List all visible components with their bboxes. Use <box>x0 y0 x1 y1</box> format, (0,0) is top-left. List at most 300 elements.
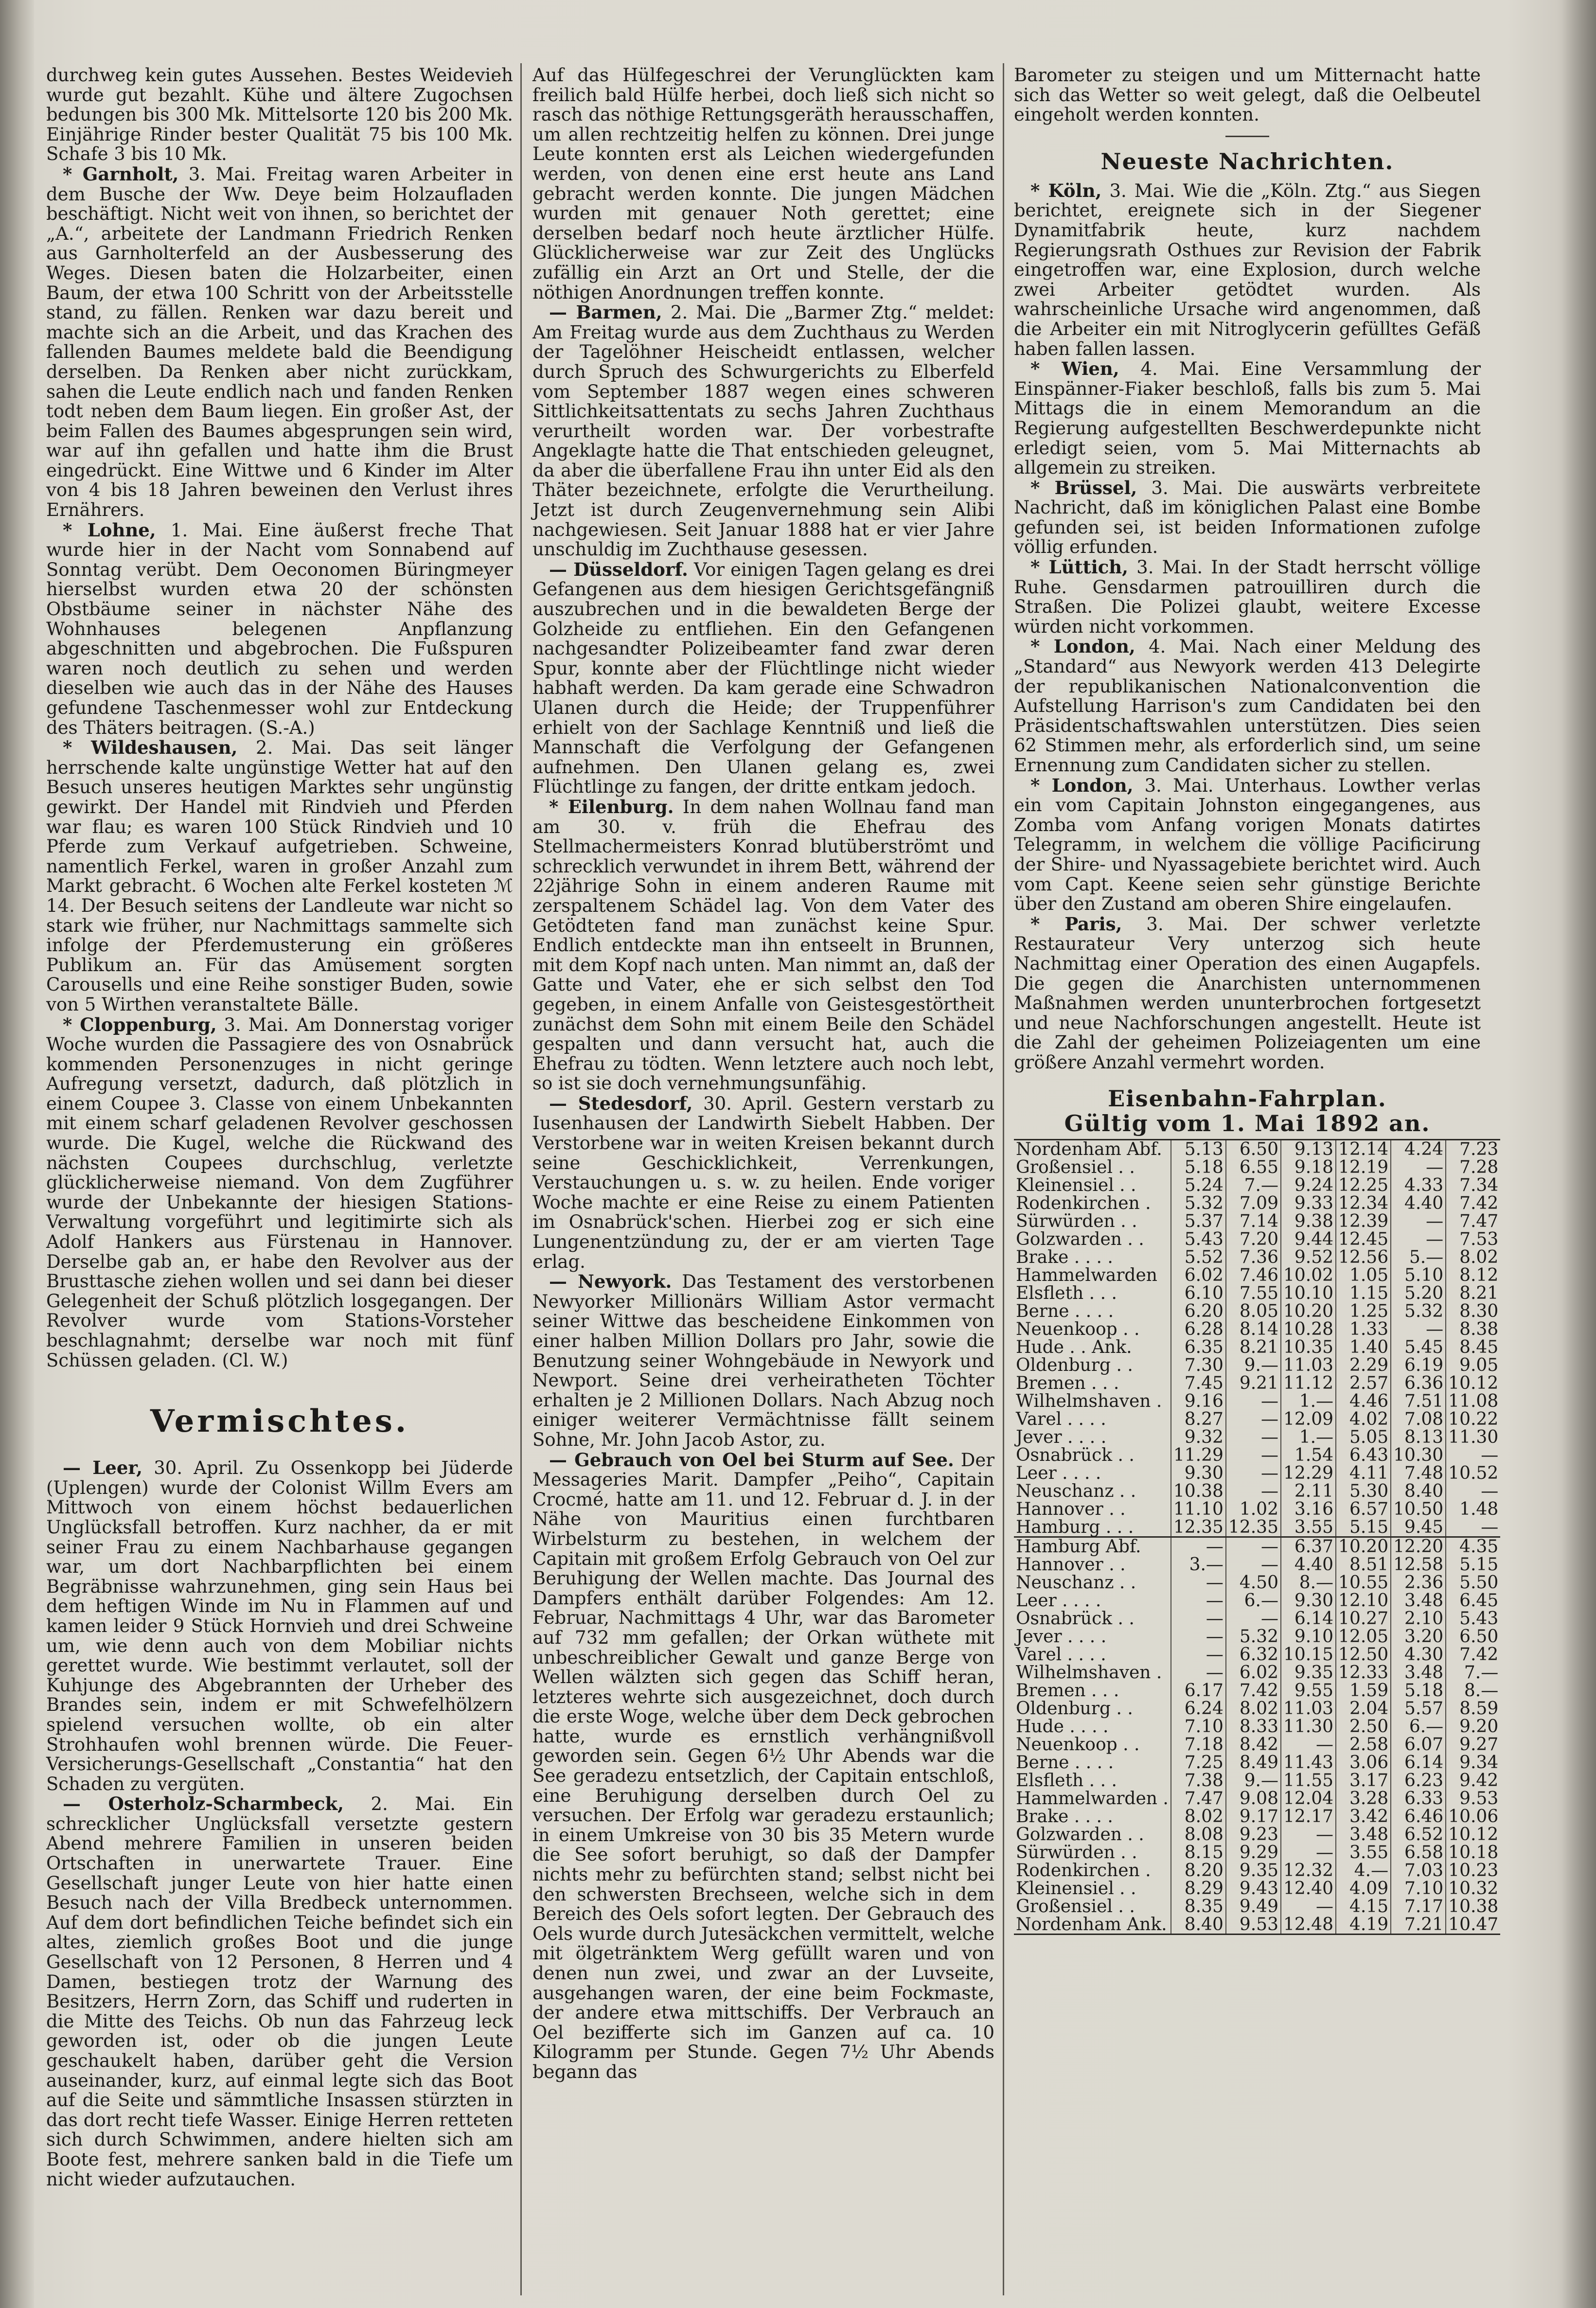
article-text: 3. Mai. Unterhaus. Lowther verlas ein vom Capitain Johnston eingegangenes, aus Zomba vom Anfang vorigen Monats datirtes Telegramm, in welchem die völlige Pacificirung der Shire- und Nyassagebiete berichtet wird. Auch vom Capt. Keene seien sehr günstige Berichte über den Zustand am oberen Shire eingelaufen. <box>1014 775 1481 915</box>
timetable-time: 12.29 <box>1281 1464 1336 1482</box>
column-1-articles <box>46 66 513 1370</box>
article-paragraph <box>46 1458 513 1794</box>
timetable-row <box>1014 1628 1500 1646</box>
article-paragraph <box>1014 478 1481 557</box>
article-dateline: * Garnholt, <box>63 163 179 185</box>
timetable-time: 4.33 <box>1391 1176 1446 1194</box>
timetable-time: — <box>1391 1230 1446 1248</box>
timetable-time: 10.20 <box>1281 1302 1336 1320</box>
timetable-row <box>1014 1718 1500 1736</box>
timetable-row <box>1014 1446 1500 1464</box>
timetable-time: 5.18 <box>1171 1158 1226 1176</box>
timetable-time: 9.34 <box>1446 1754 1500 1772</box>
timetable-time: 8.29 <box>1171 1880 1226 1898</box>
timetable-time: 8.35 <box>1171 1898 1226 1916</box>
timetable-row <box>1014 1320 1500 1338</box>
timetable-time: 6.02 <box>1226 1664 1281 1682</box>
timetable-time: 1.— <box>1281 1392 1336 1410</box>
timetable-time: 10.52 <box>1446 1464 1500 1482</box>
timetable-row <box>1014 1880 1500 1898</box>
timetable-time: 12.45 <box>1336 1230 1391 1248</box>
timetable-row <box>1014 1592 1500 1610</box>
timetable-row <box>1014 1808 1500 1826</box>
timetable-station: Wilhelmshaven . <box>1016 1391 1162 1411</box>
timetable-row <box>1014 1356 1500 1374</box>
timetable-station: Sürwürden . . <box>1016 1211 1137 1231</box>
article-paragraph <box>1014 359 1481 478</box>
timetable-time: 6.43 <box>1336 1446 1391 1464</box>
timetable-time: 8.59 <box>1446 1700 1500 1718</box>
timetable-time: 12.33 <box>1336 1664 1391 1682</box>
article-paragraph <box>1014 181 1481 359</box>
timetable-time: 11.10 <box>1171 1500 1226 1518</box>
timetable-time: 5.30 <box>1336 1482 1391 1500</box>
timetable-time: 12.56 <box>1336 1248 1391 1266</box>
timetable-time: 3.55 <box>1281 1518 1336 1537</box>
timetable-time: 9.45 <box>1391 1518 1446 1537</box>
timetable-time: 9.53 <box>1446 1790 1500 1808</box>
timetable-row <box>1014 1790 1500 1808</box>
timetable-time: — <box>1391 1320 1446 1338</box>
timetable-time: 7.51 <box>1391 1392 1446 1410</box>
timetable-station: Berne . . . . <box>1016 1301 1114 1321</box>
timetable-time: 1.48 <box>1446 1500 1500 1518</box>
timetable-time: 9.10 <box>1281 1628 1336 1646</box>
timetable-time: 10.28 <box>1281 1320 1336 1338</box>
timetable-station: Großensiel . . <box>1016 1157 1135 1177</box>
timetable-time: 8.14 <box>1226 1320 1281 1338</box>
timetable-row <box>1014 1772 1500 1790</box>
timetable-time: 7.23 <box>1446 1139 1500 1158</box>
timetable-time: 8.45 <box>1446 1338 1500 1356</box>
column-1 <box>46 66 513 2290</box>
timetable-row <box>1014 1700 1500 1718</box>
timetable-time: 9.17 <box>1226 1808 1281 1826</box>
timetable-time: — <box>1226 1392 1281 1410</box>
timetable-time: 10.38 <box>1171 1482 1226 1500</box>
timetable-time: 4.11 <box>1336 1464 1391 1482</box>
timetable-time: 9.42 <box>1446 1772 1500 1790</box>
article-dateline: * Lüttich, <box>1030 556 1129 578</box>
timetable-time: 4.— <box>1336 1862 1391 1880</box>
timetable-time: 1.05 <box>1336 1266 1391 1284</box>
timetable-row <box>1014 1862 1500 1880</box>
timetable-time: 11.30 <box>1446 1428 1500 1446</box>
timetable-time: 12.34 <box>1336 1194 1391 1212</box>
timetable-time: 7.42 <box>1446 1194 1500 1212</box>
article-dateline: * Eilenburg. <box>549 796 674 817</box>
timetable-time: 10.30 <box>1391 1446 1446 1464</box>
article-dateline: * London, <box>1030 636 1135 657</box>
timetable-row <box>1014 1176 1500 1194</box>
timetable-station: Varel . . . . <box>1016 1644 1106 1665</box>
timetable-row <box>1014 1537 1500 1556</box>
timetable-time: 3.06 <box>1336 1754 1391 1772</box>
timetable-time: 12.19 <box>1336 1158 1391 1176</box>
timetable-time: 7.30 <box>1171 1356 1226 1374</box>
timetable-station: Leer . . . . <box>1016 1590 1101 1611</box>
column-3-news-articles <box>1014 181 1481 1073</box>
timetable-station: Hude . . Ank. <box>1016 1337 1132 1357</box>
timetable-time: — <box>1446 1446 1500 1464</box>
timetable-time: 5.15 <box>1336 1518 1391 1537</box>
timetable-time: 6.45 <box>1446 1592 1500 1610</box>
timetable-time: 12.05 <box>1336 1628 1391 1646</box>
article-dateline: — Newyork. <box>549 1271 672 1293</box>
timetable-station: Oldenburg . . <box>1016 1698 1133 1719</box>
timetable-time: 9.05 <box>1446 1356 1500 1374</box>
timetable-time: 9.27 <box>1446 1736 1500 1754</box>
timetable-time: 8.02 <box>1226 1700 1281 1718</box>
timetable-time: 3.16 <box>1281 1500 1336 1518</box>
timetable-time: 6.02 <box>1171 1266 1226 1284</box>
timetable-time: 12.58 <box>1391 1556 1446 1574</box>
timetable-time: 10.38 <box>1446 1898 1500 1916</box>
timetable-time: 4.30 <box>1391 1646 1446 1664</box>
timetable-time: 1.— <box>1281 1428 1336 1446</box>
article-dateline: — Düsseldorf. <box>549 558 688 580</box>
timetable-row <box>1014 1518 1500 1537</box>
timetable-time: 5.32 <box>1226 1628 1281 1646</box>
article-paragraph <box>532 560 994 797</box>
article-paragraph <box>532 1272 994 1450</box>
column-1-vermischtes-articles <box>46 1458 513 2189</box>
article-paragraph <box>1014 914 1481 1073</box>
timetable-station: Großensiel . . <box>1016 1896 1135 1917</box>
article-dateline: * Cloppenburg, <box>63 1013 217 1035</box>
timetable-station: Neuenkoop . . <box>1016 1319 1140 1339</box>
timetable-time: 3.17 <box>1336 1772 1391 1790</box>
column-3 <box>1014 65 1499 2290</box>
article-dateline: — Osterholz-Scharmbeck, <box>63 1793 344 1815</box>
article-dateline: — Stedesdorf, <box>549 1092 693 1114</box>
timetable-time: 12.10 <box>1336 1592 1391 1610</box>
timetable-row <box>1014 1664 1500 1682</box>
timetable-time: 6.19 <box>1391 1356 1446 1374</box>
timetable-time: 11.55 <box>1281 1772 1336 1790</box>
timetable-row <box>1014 1754 1500 1772</box>
article-paragraph <box>46 1794 513 2189</box>
timetable-station: Hamburg Abf. <box>1014 1537 1171 1556</box>
timetable-time: 8.05 <box>1226 1302 1281 1320</box>
timetable-time: 7.03 <box>1391 1862 1446 1880</box>
timetable-time: 12.35 <box>1226 1518 1281 1537</box>
timetable-time: — <box>1226 1482 1281 1500</box>
timetable-row <box>1014 1464 1500 1482</box>
timetable-time: 8.02 <box>1446 1248 1500 1266</box>
timetable-time: 10.02 <box>1281 1266 1336 1284</box>
timetable-time: 7.09 <box>1226 1194 1281 1212</box>
timetable-time: 7.10 <box>1391 1880 1446 1898</box>
timetable-time: 9.30 <box>1171 1464 1226 1482</box>
timetable-time: 5.13 <box>1171 1139 1226 1158</box>
timetable-time: 1.25 <box>1336 1302 1391 1320</box>
timetable-time: 5.45 <box>1391 1338 1446 1356</box>
timetable-time: — <box>1171 1610 1226 1628</box>
timetable-time: 10.50 <box>1391 1500 1446 1518</box>
timetable-station: Jever . . . . <box>1016 1626 1107 1647</box>
timetable-row <box>1014 1500 1500 1518</box>
timetable-time: — <box>1226 1446 1281 1464</box>
timetable-time: 8.13 <box>1391 1428 1446 1446</box>
article-text: Auf das Hülfegeschrei der Verunglückten kam freilich bald Hülfe herbei, doch ließ sich nicht so rasch das nöthige Rettungsgeräth herausschaffen, um allen rechtzeitig helfen zu können. Drei junge Leute konnten erst als Leichen wiedergefunden werden, von denen eine erst heute ans Land gebracht werden konnte. Die jungen Mädchen wurden mit genauer Noth gerettet; eine derselben bedarf noch heute ärztlicher Hülfe. Glücklicherweise war zur Zeit des Unglücks zufällig ein Arzt an Ort und Stelle, der die nöthigen Anordnungen treffen konnte. <box>532 65 994 303</box>
timetable-time: 8.21 <box>1226 1338 1281 1356</box>
timetable-time: 9.49 <box>1226 1898 1281 1916</box>
article-text: 30. April. Zu Ossenkopp bei Jüderde (Uplengen) wurde der Colonist Willm Evers am Mittwoch von einem höchst bedauerlichen Unglücksfall betroffen. Kurz nachher, da er mit seiner Frau zu einem Nachbarhause gegangen war, um dort Nachbarpflichten bei einem Begräbnisse wahrzunehmen, ging sein Haus bei dem heftigen Winde im Nu in Flammen auf und kamen leider 9 Stück Hornvieh und drei Schweine um, wie denn auch von dem Mobiliar nichts gerettet wurde. Wie bestimmt verlautet, soll der Kuhjunge des Abgebrannten der Urheber des Brandes sein, indem er mit Schwefelhölzern spielend versuchen wollte, ob ein alter Strohhaufen wohl brennen würde. Die Feuer-Versicherungs-Gesellschaft „Constantia“ hat den Schaden zu vergüten. <box>46 1457 513 1794</box>
timetable-station: Elsfleth . . . <box>1016 1283 1117 1303</box>
timetable-time: 6.14 <box>1281 1610 1336 1628</box>
timetable-time: 5.37 <box>1171 1212 1226 1230</box>
timetable-station: Hude . . . . <box>1016 1716 1109 1737</box>
timetable-time: 5.57 <box>1391 1700 1446 1718</box>
article-text: 1. Mai. Eine äußerst freche That wurde hier in der Nacht vom Sonnabend auf Sonntag verübt. Dem Oeconomen Büringmeyer hierselbst wurden etwa 20 der schönsten Obstbäume seiner in nächster Nähe des Wohnhauses belegenen Anpflanzung abgeschnitten und abgebrochen. Die Fußspuren waren noch deutlich zu sehen und werden dieselben wie auch das in der Nähe des Hauses gefundene Taschenmesser wohl zur Entdeckung des Thäters beitragen. (S.-A.) <box>46 519 513 738</box>
timetable-time: 9.21 <box>1226 1374 1281 1392</box>
timetable-time: — <box>1171 1628 1226 1646</box>
timetable-row <box>1014 1482 1500 1500</box>
timetable-time: 6.55 <box>1226 1158 1281 1176</box>
timetable-time: — <box>1281 1898 1336 1916</box>
timetable-time: 4.40 <box>1281 1556 1336 1574</box>
timetable-time: 3.28 <box>1336 1790 1391 1808</box>
timetable-row <box>1014 1610 1500 1628</box>
timetable-row <box>1014 1212 1500 1230</box>
article-paragraph <box>1014 637 1481 775</box>
timetable-row <box>1014 1646 1500 1664</box>
timetable-time: 6.46 <box>1391 1808 1446 1826</box>
timetable-time: 8.20 <box>1171 1862 1226 1880</box>
timetable-time: 6.58 <box>1391 1844 1446 1862</box>
article-dateline: — Barmen, <box>549 302 662 323</box>
timetable-time: 5.24 <box>1171 1176 1226 1194</box>
timetable-time: 6.24 <box>1171 1700 1226 1718</box>
timetable-time: 2.10 <box>1391 1610 1446 1628</box>
timetable-row <box>1014 1898 1500 1916</box>
timetable-time: 7.10 <box>1171 1718 1226 1736</box>
timetable-time: 10.20 <box>1336 1537 1391 1556</box>
timetable-station: Bremen . . . <box>1016 1680 1119 1701</box>
timetable-time: 12.50 <box>1336 1646 1391 1664</box>
timetable-title: Eisenbahn-Fahrplan. <box>1108 1085 1387 1112</box>
timetable-time: — <box>1226 1537 1281 1556</box>
timetable-station: Elsfleth . . . <box>1016 1770 1117 1791</box>
article-text: 30. April. Gestern verstarb zu Iusenhausen der Landwirth Siebelt Habben. Der Verstorbene war in weiten Kreisen bekannt durch seine Geschicklichkeit, Verrenkungen, Verstauchungen u. s. w. zu heilen. Ende voriger Woche machte er eine Reise zu einem Patienten im Osnabrück'schen. Hierbei zog er sich eine Lungenentzündung zu, der er am vierten Tage erlag. <box>532 1093 994 1272</box>
timetable-time: — <box>1226 1464 1281 1482</box>
timetable-row <box>1014 1338 1500 1356</box>
timetable-station: Leer . . . . <box>1016 1463 1101 1483</box>
timetable-time: 4.15 <box>1336 1898 1391 1916</box>
timetable-time: 12.09 <box>1281 1410 1336 1428</box>
timetable-time: 10.12 <box>1446 1826 1500 1844</box>
timetable-time: 11.12 <box>1281 1374 1336 1392</box>
timetable-time: 8.12 <box>1446 1266 1500 1284</box>
timetable-time: 5.05 <box>1336 1428 1391 1446</box>
timetable-time: 3.48 <box>1391 1592 1446 1610</box>
article-paragraph <box>46 164 513 520</box>
timetable-time: 8.30 <box>1446 1302 1500 1320</box>
railway-timetable <box>1014 1085 1499 1935</box>
timetable-time: 7.47 <box>1446 1212 1500 1230</box>
timetable-time: 8.08 <box>1171 1826 1226 1844</box>
page-binding-edge <box>0 0 34 2308</box>
timetable-station: Nordenham Abf. <box>1014 1139 1171 1158</box>
timetable-station: Golzwarden . . <box>1016 1824 1144 1845</box>
timetable-time: 3.20 <box>1391 1628 1446 1646</box>
timetable-time: — <box>1171 1664 1226 1682</box>
timetable-time: 7.14 <box>1226 1212 1281 1230</box>
timetable-time: 6.57 <box>1336 1500 1391 1518</box>
timetable-time: 6.35 <box>1171 1338 1226 1356</box>
timetable-time: — <box>1171 1537 1226 1556</box>
timetable-time: 12.40 <box>1281 1880 1336 1898</box>
timetable-time: 9.23 <box>1226 1826 1281 1844</box>
article-paragraph <box>532 1094 994 1272</box>
timetable-station: Berne . . . . <box>1016 1752 1114 1773</box>
timetable-time: 12.20 <box>1391 1537 1446 1556</box>
timetable-time: — <box>1171 1646 1226 1664</box>
timetable-row <box>1014 1248 1500 1266</box>
timetable-station: Osnabrück . . <box>1016 1608 1135 1629</box>
article-paragraph <box>46 66 513 164</box>
timetable-time: 12.14 <box>1336 1139 1391 1158</box>
article-paragraph <box>532 66 994 302</box>
timetable-time: 8.— <box>1446 1682 1500 1700</box>
article-text: durchweg kein gutes Aussehen. Bestes Weidevieh wurde gut bezahlt. Kühe und ältere Zugochsen bedungen bis 300 Mk. Mittelsorte 120 bis 200 Mk. Einjährige Rinder bester Qualität 75 bis 100 Mk. Schafe 3 bis 10 Mk. <box>46 65 513 165</box>
timetable-time: 8.02 <box>1171 1808 1226 1826</box>
timetable-time: 7.18 <box>1171 1736 1226 1754</box>
timetable-row <box>1014 1556 1500 1574</box>
timetable-time: 2.36 <box>1391 1574 1446 1592</box>
article-dateline: * Brüssel, <box>1030 477 1137 498</box>
article-dateline: * Wien, <box>1030 358 1119 380</box>
article-dateline: * Köln, <box>1030 179 1102 201</box>
timetable-time: 6.28 <box>1171 1320 1226 1338</box>
timetable-time: 5.43 <box>1171 1230 1226 1248</box>
article-paragraph <box>1014 66 1481 125</box>
timetable-time: 6.07 <box>1391 1736 1446 1754</box>
timetable-time: 5.— <box>1391 1248 1446 1266</box>
timetable-subtitle: Gültig vom 1. Mai 1892 an. <box>1064 1110 1431 1136</box>
timetable-time: 9.29 <box>1226 1844 1281 1862</box>
timetable-time: 12.48 <box>1281 1916 1336 1935</box>
timetable-time: 10.15 <box>1281 1646 1336 1664</box>
timetable-time: 3.— <box>1171 1556 1226 1574</box>
article-text: 3. Mai. In der Stadt herrscht völlige Ruhe. Gensdarmen patrouilliren durch die Straßen. Die Polizei glaubt, weitere Excesse würden nicht vorkommen. <box>1014 557 1481 637</box>
timetable-time: 5.52 <box>1171 1248 1226 1266</box>
timetable-time: 9.32 <box>1171 1428 1226 1446</box>
timetable-time: 6.23 <box>1391 1772 1446 1790</box>
timetable-time: 2.57 <box>1336 1374 1391 1392</box>
timetable-time: 7.53 <box>1446 1230 1500 1248</box>
timetable-time: — <box>1281 1844 1336 1862</box>
timetable-station: Nordenham Ank. <box>1014 1916 1171 1935</box>
timetable-time: 8.40 <box>1391 1482 1446 1500</box>
timetable-station: Neuenkoop . . <box>1016 1734 1140 1755</box>
timetable-time: 8.33 <box>1226 1718 1281 1736</box>
timetable-time: 6.— <box>1226 1592 1281 1610</box>
timetable-time: 6.37 <box>1281 1537 1336 1556</box>
timetable-time: 10.32 <box>1446 1880 1500 1898</box>
timetable-time: 7.47 <box>1171 1790 1226 1808</box>
timetable-time: 8.38 <box>1446 1320 1500 1338</box>
timetable-time: 7.42 <box>1446 1646 1500 1664</box>
timetable-station: Golzwarden . . <box>1016 1229 1144 1249</box>
timetable-time: 9.35 <box>1226 1862 1281 1880</box>
timetable-time: 5.10 <box>1391 1266 1446 1284</box>
timetable-time: 9.43 <box>1226 1880 1281 1898</box>
article-text: Der Messageries Marit. Dampfer „Peiho“, Capitain Crocmé, hatte am 11. und 12. Februar d. J. in der Nähe von Mauritius einen furchtbaren Wirbelsturm zu bestehen, in welchem der Capitain mit großem Erfolg Gebrauch von Oel zur Beruhigung der Wellen machte. Das Journal des Dampfers enthält darüber Folgendes: Am 12. Februar, Nachmittags 4 Uhr, war das Barometer auf 732 mm gefallen; der Orkan wüthete mit unbeschreiblicher Gewalt und ganze Berge von Wellen wälzten sich gegen das Schiff heran, letzteres wehrte sich ausgezeichnet, doch durch die erste Woge, welche über dem Deck gebrochen hatte, wurde es ernstlich verhängnißvoll geworden sein. Gegen 6½ Uhr Abends war die See geradezu entsetzlich, der Capitain entschloß, eine Beruhigung derselben durch Oel zu versuchen. Der Erfolg war geradezu erstaunlich; in einem Umkreise von 30 bis 35 Metern wurde die See sofort beruhigt, so daß der Dampfer nichts mehr zu befürchten stand; selbst nicht bei den schwersten Brechseen, welche sich in dem Bereich des Oels sofort legten. Der Gebrauch des Oels wurde durch Jutesäckchen vermittelt, welche mit ölgetränktem Werg gefüllt waren und von denen nun zwei, und zwar an der Luvseite, ausgehangen waren, der eine beim Fockmaste, der andere etwa mittschiffs. Der Verbrauch an Oel bezifferte sich im Ganzen auf ca. 10 Kilogramm per Stunde. Gegen 7½ Uhr Abends begann das <box>532 1449 994 2082</box>
timetable-time: 2.58 <box>1336 1736 1391 1754</box>
timetable-time: 5.32 <box>1391 1302 1446 1320</box>
timetable-station: Hammelwarden . <box>1016 1788 1169 1809</box>
article-text: 3. Mai. Die auswärts verbreitete Nachricht, daß im königlichen Palast eine Bombe gefunden sei, ist beiden Informationen zufolge völlig erfunden. <box>1014 477 1481 558</box>
article-text: 3. Mai. Am Donnerstag voriger Woche wurden die Passagiere des von Osnabrück kommenden Personenzuges in nicht geringe Aufregung versetzt, dadurch, daß plötzlich in einem Coupee 3. Classe von einem Unbekannten mit einem scharf geladenen Revolver geschossen wurde. Die Kugel, welche die Rückwand des nächsten Coupees durchschlug, verletzte glücklicherweise niemand. Von dem Zugführer wurde der Unbekannte der hiesigen Stations-Verwaltung vorgeführt und legitimirte sich als Adolf Hankers aus Fürstenau in Hannover. Derselbe gab an, er habe den Revolver aus der Brusttasche ziehen wollen und sei dann bei dieser Gelegenheit der Schuß plötzlich losgegangen. Der Revolver wurde vom Stations-Vorsteher beschlagnahmt; derselbe war noch mit fünf Schüssen geladen. (Cl. W.) <box>46 1014 513 1371</box>
timetable-time: 7.— <box>1446 1664 1500 1682</box>
column-2 <box>532 66 994 2290</box>
timetable-time: 1.02 <box>1226 1500 1281 1518</box>
article-text: Das Testament des verstorbenen Newyorker Millionärs William Astor vermacht seiner Wittwe das bescheidene Einkommen von einer halben Million Dollars pro Jahr, sowie die Benutzung seiner Wohngebäude in Newyork und Newport. Seine drei verheiratheten Töchter erhalten je 2 Millionen Dollars. Nach Abzug noch einiger weiterer Vermächtnisse fällt seinem Sohne, Mr. John Jacob Astor, zu. <box>532 1271 994 1450</box>
timetable-time: 9.55 <box>1281 1682 1336 1700</box>
timetable-time: 8.42 <box>1226 1736 1281 1754</box>
timetable-time: 12.25 <box>1336 1176 1391 1194</box>
article-text: 4. Mai. Nach einer Meldung des „Standard“ aus Newyork werden 413 Delegirte der republikanischen Nationalconvention die Aufstellung Harrison's zum Candidaten bei den Präsidentschaftswahlen unterstützen. Dies seien 62 Stimmen mehr, als erforderlich sind, um seine Ernennung zum Candidaten sicher zu stellen. <box>1014 636 1481 776</box>
timetable-time: 11.03 <box>1281 1356 1336 1374</box>
article-paragraph <box>532 1450 994 2082</box>
timetable-time: 7.08 <box>1391 1410 1446 1428</box>
timetable-station: Rodenkirchen . <box>1016 1193 1151 1213</box>
timetable-time: 7.28 <box>1446 1158 1500 1176</box>
article-text: 3. Mai. Freitag waren Arbeiter in dem Busche der Ww. Deye beim Holzaufladen beschäftigt. Nicht weit von ihnen, so berichtet der „A.“, arbeitete der Landmann Friedrich Renken aus Garnholterfeld an der Ausbesserung des Weges. Diesen baten die Holzarbeiter, einen Baum, der etwa 100 Schritt von der Arbeitsstelle stand, zu fällen. Renken war dazu bereit und machte sich an die Arbeit, und das Krachen des fallenden Baumes meldete bald die Beendigung derselben. Da Renken aber nicht zurückkam, sahen die Leute endlich nach und fanden Renken todt neben dem Baum liegen. Ein großer Ast, der beim Fallen des Baumes abgesprungen sein wird, war auf ihn gefallen und hatte ihm die Brust eingedrückt. Eine Wittwe und 6 Kinder im Alter von 4 bis 18 Jahren beweinen den Verlust ihres Ernährers. <box>46 163 513 521</box>
article-dateline: — Gebrauch von Oel bei Sturm auf See. <box>549 1449 954 1471</box>
timetable-time: 1.54 <box>1281 1446 1336 1464</box>
timetable-station: Kleinensiel . . <box>1016 1878 1136 1899</box>
article-paragraph <box>46 738 513 1014</box>
timetable-time: 12.04 <box>1281 1790 1336 1808</box>
timetable-time: 2.11 <box>1281 1482 1336 1500</box>
timetable-time: — <box>1446 1518 1500 1537</box>
timetable-station: Neuschanz . . <box>1016 1572 1136 1593</box>
timetable-time: 8.51 <box>1336 1556 1391 1574</box>
timetable-time: 9.30 <box>1281 1592 1336 1610</box>
article-dateline: * London, <box>1030 774 1134 796</box>
timetable-row <box>1014 1302 1500 1320</box>
timetable-station: Wilhelmshaven . <box>1016 1662 1162 1683</box>
timetable-time: 8.15 <box>1171 1844 1226 1862</box>
timetable-time: 10.10 <box>1281 1284 1336 1302</box>
timetable-row <box>1014 1574 1500 1592</box>
timetable-time: 1.15 <box>1336 1284 1391 1302</box>
article-dateline: * Wildeshausen, <box>63 737 238 759</box>
timetable-time: 4.40 <box>1391 1194 1446 1212</box>
timetable-time: 7.48 <box>1391 1464 1446 1482</box>
timetable-time: 11.43 <box>1281 1754 1336 1772</box>
timetable-time: 4.50 <box>1226 1574 1281 1592</box>
timetable-time: 1.40 <box>1336 1338 1391 1356</box>
article-text: 4. Mai. Eine Versammlung der Einspänner-Fiaker beschloß, falls bis zum 5. Mai Mittags die in einem Memorandum an die Regierung aufgestellten Beschwerdepunkte nicht erledigt seien, vom 5. Mai Mitternachts ab allgemein zu streiken. <box>1014 358 1481 479</box>
timetable-time: 12.17 <box>1281 1808 1336 1826</box>
timetable-row <box>1014 1266 1500 1284</box>
timetable-row <box>1014 1428 1500 1446</box>
timetable-time: 10.27 <box>1336 1610 1391 1628</box>
timetable-station: Varel . . . . <box>1016 1409 1106 1429</box>
column-rule-left <box>520 63 522 2295</box>
article-text: Barometer zu steigen und um Mitternacht hatte sich das Wetter so weit gelegt, daß die Oelbeutel eingeholt werden konnten. <box>1014 65 1481 125</box>
timetable-row <box>1014 1844 1500 1862</box>
timetable-time: 4.46 <box>1336 1392 1391 1410</box>
timetable-time: 11.29 <box>1171 1446 1226 1464</box>
timetable-station: Sürwürden . . <box>1016 1842 1137 1863</box>
timetable-time: 7.55 <box>1226 1284 1281 1302</box>
article-text: 2. Mai. Die „Barmer Ztg.“ meldet: Am Freitag wurde aus dem Zuchthaus zu Werden der Tagelöhner Heischeidt entlassen, welcher durch Spruch des Schwurgerichts zu Elberfeld vom September 1887 wegen eines schweren Sittlichkeitsattentats zu sechs Jahren Zuchthaus verurtheilt worden war. Der vorbestrafte Angeklagte hatte die That entschieden geleugnet, da aber die überfallene Frau ihn unter Eid als den Thäter bezeichnete, erfolgte die Verurtheilung. Jetzt ist durch Zeugenvernehmung sein Alibi nachgewiesen. Seit Januar 1888 hat er vier Jahre unschuldig im Zuchthause gesessen. <box>532 302 994 560</box>
